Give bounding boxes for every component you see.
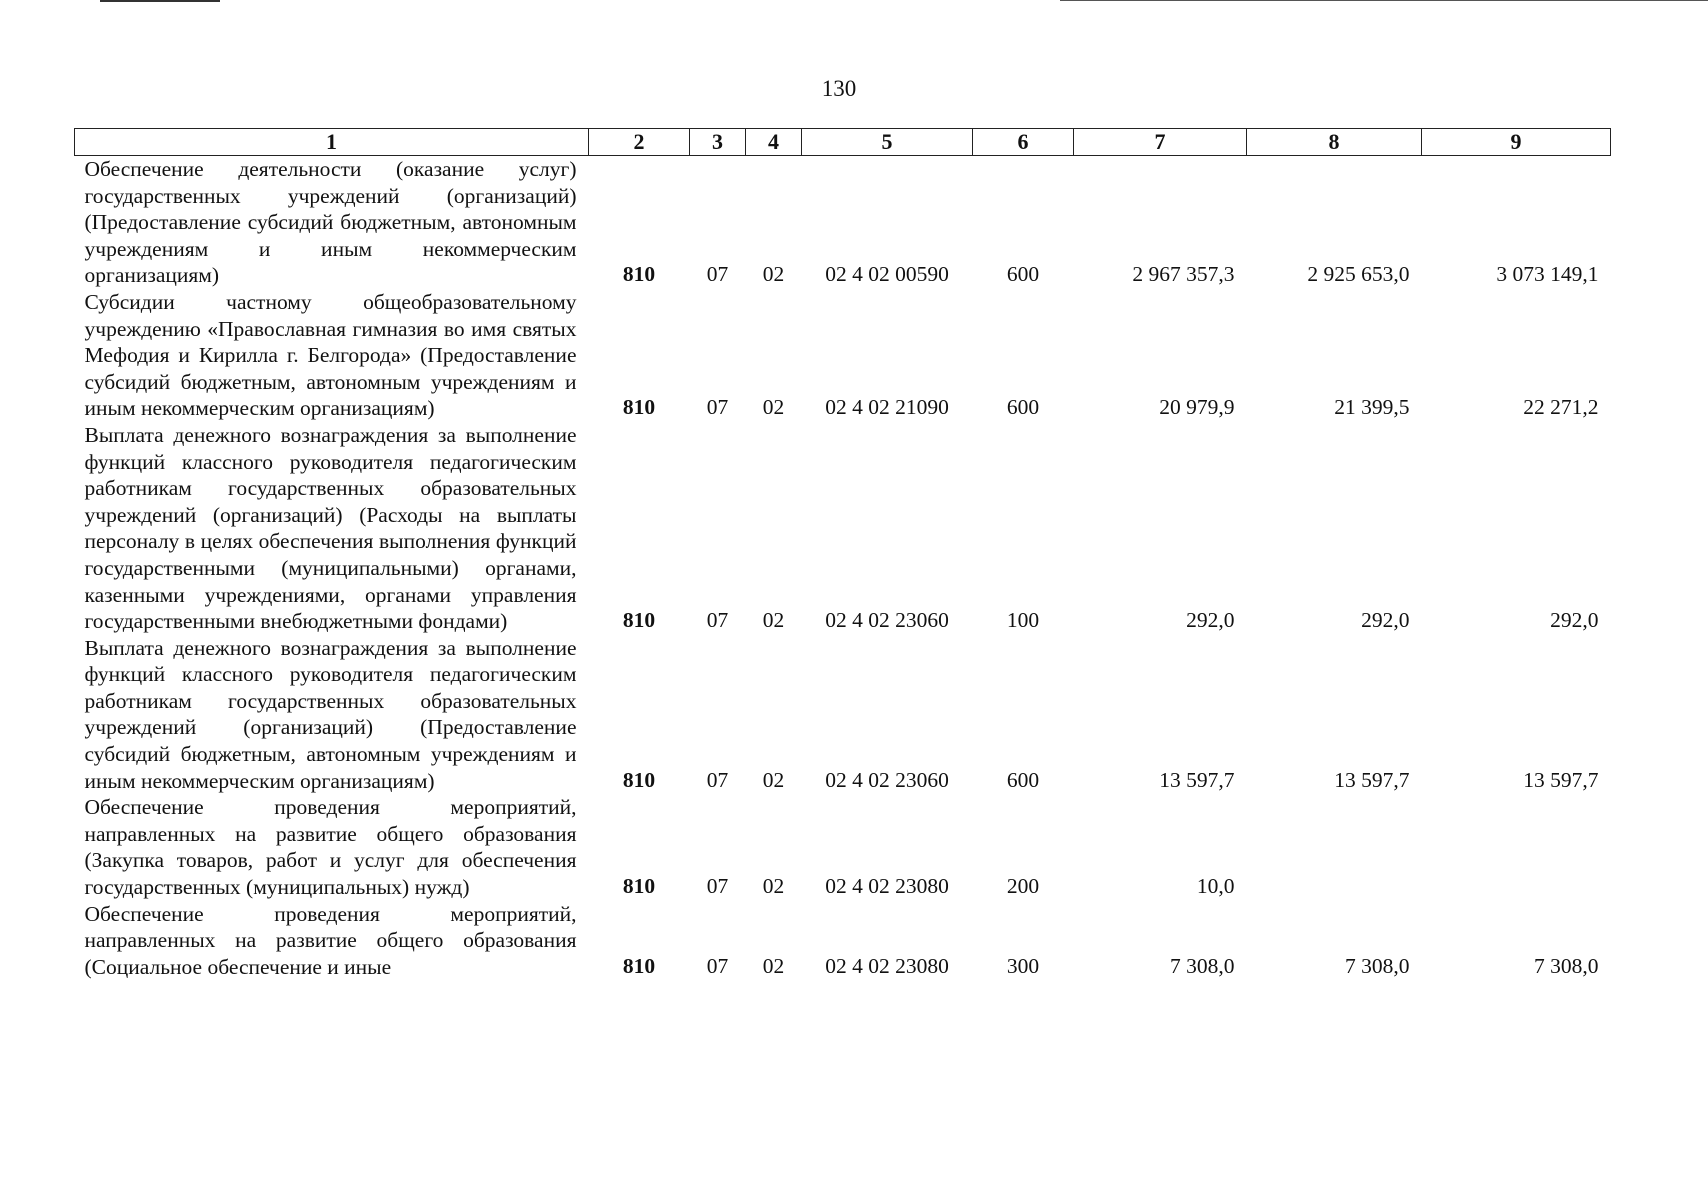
- row-col-9: 292,0: [1550, 608, 1599, 633]
- budget-table: [74, 128, 1611, 980]
- header-col-1: 1: [75, 129, 589, 156]
- row-col-9: 22 271,2: [1523, 395, 1599, 420]
- row-description: Обеспечение проведения мероприятий, направленных на развитие общего образования (Закупка товаров, работ и услуг для обеспечения государственных (муниципальных) нужд): [84, 795, 577, 900]
- row-col-5: 02 4 02 23080: [825, 874, 949, 899]
- header-col-8: 8: [1247, 129, 1422, 156]
- table-row: [75, 156, 1611, 289]
- row-col-6: 600: [1006, 395, 1040, 420]
- row-col-2: 810: [622, 767, 656, 792]
- header-col-9: 9: [1422, 129, 1611, 156]
- row-col-9: 13 597,7: [1523, 767, 1599, 792]
- row-col-2: 810: [622, 874, 656, 899]
- row-col-4: 02: [762, 953, 785, 978]
- row-col-3: 07: [706, 262, 729, 287]
- row-col-2: 810: [622, 262, 656, 287]
- page-number: 130: [821, 76, 857, 101]
- row-col-5: 02 4 02 00590: [825, 262, 949, 287]
- row-col-7: 13 597,7: [1159, 767, 1235, 792]
- header-col-2: 2: [589, 129, 690, 156]
- table-row: [75, 289, 1611, 422]
- row-col-3: 07: [706, 767, 729, 792]
- row-col-8: [1247, 794, 1422, 900]
- row-col-3: 07: [706, 608, 729, 633]
- table-row: [75, 635, 1611, 795]
- table-row: [75, 901, 1611, 981]
- row-col-4: 02: [762, 395, 785, 420]
- row-col-8: 21 399,5: [1334, 395, 1410, 420]
- row-col-4: 02: [762, 262, 785, 287]
- row-col-9: [1422, 794, 1611, 900]
- row-col-8: 13 597,7: [1334, 767, 1410, 792]
- header-col-3: 3: [690, 129, 746, 156]
- table-header-row: [75, 129, 1611, 156]
- row-col-6: 200: [1006, 874, 1040, 899]
- table-row: [75, 794, 1611, 900]
- row-description: Обеспечение деятельности (оказание услуг) государственных учреждений (организаций) (Предоставление субсидий бюджетным, автономным учреждениям и иным некоммерческим организациям): [84, 157, 577, 288]
- row-col-4: 02: [762, 767, 785, 792]
- header-col-4: 4: [746, 129, 802, 156]
- row-col-6: 600: [1006, 767, 1040, 792]
- row-col-2: 810: [622, 608, 656, 633]
- row-col-4: 02: [762, 874, 785, 899]
- header-col-6: 6: [973, 129, 1074, 156]
- row-col-5: 02 4 02 23060: [825, 767, 949, 792]
- row-col-7: 7 308,0: [1170, 953, 1235, 978]
- row-col-5: 02 4 02 21090: [825, 395, 949, 420]
- row-description: Обеспечение проведения мероприятий, направленных на развитие общего образования (Социальное обеспечение и иные: [84, 901, 577, 979]
- row-col-7: 292,0: [1186, 608, 1235, 633]
- row-description: Выплата денежного вознаграждения за выполнение функций классного руководителя педагогическим работникам государственных образовательных учреждений (организаций) (Предоставление субсидий бюджетным, автономным учреждениям и иным некоммерческим организациям): [84, 635, 577, 793]
- row-col-2: 810: [622, 953, 656, 978]
- row-col-9: 7 308,0: [1534, 953, 1599, 978]
- row-description: Выплата денежного вознаграждения за выполнение функций классного руководителя педагогическим работникам государственных образовательных учреждений (организаций) (Расходы на выплаты персоналу в целях обеспечения выполнения функций государственными (муниципальными) органами, казенными учреждениями, органами управления государственными внебюджетными фондами): [84, 422, 577, 634]
- row-col-8: 2 925 653,0: [1307, 262, 1410, 287]
- row-col-7: 2 967 357,3: [1132, 262, 1235, 287]
- row-col-3: 07: [706, 953, 729, 978]
- row-col-5: 02 4 02 23080: [825, 953, 949, 978]
- row-col-4: 02: [762, 608, 785, 633]
- row-col-5: 02 4 02 23060: [825, 608, 949, 633]
- row-col-3: 07: [706, 874, 729, 899]
- row-col-2: 810: [622, 395, 656, 420]
- row-col-8: 292,0: [1361, 608, 1410, 633]
- header-col-5: 5: [802, 129, 973, 156]
- row-col-9: 3 073 149,1: [1496, 262, 1599, 287]
- row-col-6: 300: [1006, 953, 1040, 978]
- table-row: [75, 422, 1611, 635]
- row-col-3: 07: [706, 395, 729, 420]
- row-description: Субсидии частному общеобразовательному учреждению «Православная гимназия во имя святых Мефодия и Кирилла г. Белгорода» (Предоставление субсидий бюджетным, автономным учреждениям и иным некоммерческим организациям): [84, 289, 577, 421]
- row-col-8: 7 308,0: [1345, 953, 1410, 978]
- top-rule-left: [100, 0, 220, 2]
- row-col-6: 100: [1006, 608, 1040, 633]
- row-col-7: 20 979,9: [1159, 395, 1235, 420]
- header-col-7: 7: [1074, 129, 1247, 156]
- row-col-6: 600: [1006, 262, 1040, 287]
- row-col-7: 10,0: [1196, 874, 1235, 899]
- top-rule-right: [1060, 0, 1708, 1]
